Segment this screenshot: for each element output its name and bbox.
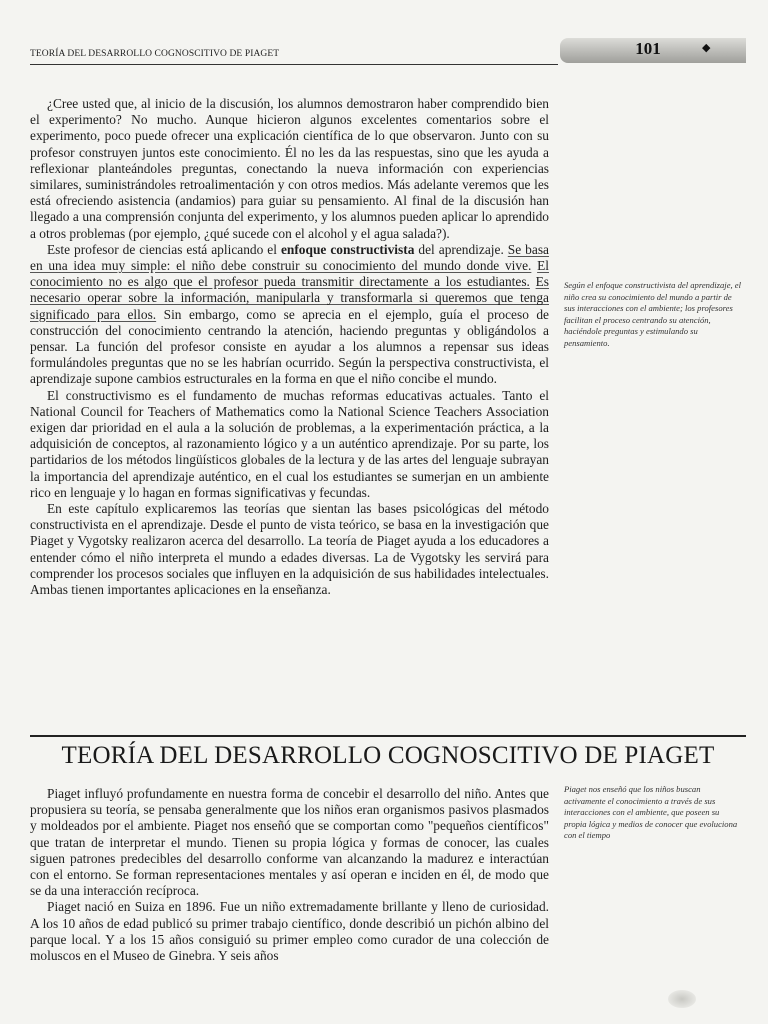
paragraph-4: En este capítulo explicaremos las teorías que sientan las bases psicológicas del método constructivista en el aprendizaje. Desde el punto de vista teórico, se basa en la investigación que Piaget y Vygotsky realizaron acerca del desarrollo. La teoría de Piaget ayuda a los educadores a entender cómo el niño interpreta el mundo a edades diversas. La de Vygotsky les servirá para comprender los procesos sociales que influyen en la adquisición de sus habilidades intelectuales. Ambas tienen importantes aplicaciones en la enseñanza.: [30, 501, 549, 598]
piaget-body-text: [30, 786, 549, 964]
underlined-sentence-2: El conocimiento no es algo que el profesor pueda transmitir directamente a los estudiantes.: [30, 258, 549, 290]
text-run: Sin embargo, como se aprecia en el ejemplo, guía el proceso de construcción del conocimiento centrando la atención, haciendo preguntas y obligándolos a pensar. La función del profesor consiste en ayudar a los alumnos a repensar sus ideas formulándoles preguntas que no se les habrían ocurrido. Según la perspectiva constructivista, el aprendizaje supone cambios estructurales en la forma en que el niño concibe el mundo.: [30, 306, 550, 387]
diamond-icon: ◆: [702, 42, 711, 54]
paragraph-2: [30, 242, 549, 388]
section-heading: TEORÍA DEL DESARROLLO COGNOSCITIVO DE PIAGET: [61, 742, 715, 769]
underlined-sentence-1: Se basa en una idea muy simple: el niño debe construir su conocimiento del mundo donde vive.: [30, 241, 549, 274]
paragraph-6: Piaget nació en Suiza en 1896. Fue un niño extremadamente brillante y lleno de curiosidad. A los 10 años de edad publicó su primer trabajo científico, donde describió un pichón albino del parque local. Y a los 15 años consiguió su primer empleo como curador de una colección de moluscos en el Museo de Ginebra. Y seis años: [30, 899, 549, 964]
text-run: del aprendizaje.: [414, 241, 508, 257]
paragraph-1: ¿Cree usted que, al inicio de la discusión, los alumnos demostraron haber comprendido bien el experimento? No mucho. Aunque hicieron algunos excelentes comentarios sobre el experimento, poco puede ofrecer una explicación científica de lo que observaron. Junto con su profesor construyen juntos este conocimiento. Él no les da las respuestas, sino que les ayuda a reflexionar planteándoles preguntas, conectando la nueva información con experiencias similares, suministrándoles retroalimentación y con otros medios. Más adelante veremos que les está ofreciendo asistencia (andamios) para guiar su pensamiento. Al final de la discusión han llegado a una comprensión conjunta del experimento, y los alumnos pueden aplicar lo aprendido a otros problemas (por ejemplo, ¿qué sucede con el alcohol y el agua salada?).: [30, 96, 549, 241]
paragraph-5: Piaget influyó profundamente en nuestra forma de concebir el desarrollo del niño. Antes que propusiera su teoría, se pensaba generalmente que los niños eran organismos pasivos plasmados y moldeados por el ambiente. Piaget nos enseñó que se comportan como "pequeños científicos" que tratan de interpretar el mundo. Tienen su propia lógica y formas de conocer, las cuales siguen patrones predecibles del desarrollo conforme van alcanzando la madurez e interactúan con el entorno. Se forman representaciones mentales y así operan e inciden en él, de modo que se da una interacción recíproca.: [30, 786, 549, 899]
paragraph-3: El constructivismo es el fundamento de muchas reformas educativas actuales. Tanto el National Council for Teachers of Mathematics como la National Science Teachers Association exigen dar prioridad en el aula a la solución de problemas, a la experimentación práctica, a la adquisición de conceptos, al razonamiento lógico y a un auténtico aprendizaje. Por su parte, los partidarios de los métodos lingüísticos globales de la lectura y de las artes del lenguaje subrayan la importancia del aprendizaje auténtico, en el cual los estudiantes se sumerjan en un ambiente rico en lenguaje y lo hagan en formas significativas y fecundas.: [30, 387, 549, 500]
section-rule: [30, 735, 746, 737]
margin-note-piaget: Piaget nos enseñó que los niños buscan activamente el conocimiento a través de sus interacciones con el ambiente, que poseen su propia lógica y medios de conocer que evoluciona con el tiempo: [564, 784, 738, 841]
scan-smudge: [668, 990, 696, 1008]
header-rule: [30, 64, 558, 65]
underlined-sentence-3: Es necesario operar sobre la información, manipularla y transformarla si queremos que tenga significado para ellos.: [30, 274, 549, 322]
page-number: 101: [635, 39, 661, 58]
running-header-title: TEORÍA DEL DESARROLLO COGNOSCITIVO DE PIAGET: [30, 49, 280, 59]
key-term: enfoque constructivista: [280, 241, 415, 257]
intro-body-text: [30, 96, 549, 598]
margin-note-constructivism: Según el enfoque constructivista del aprendizaje, el niño crea su conocimiento del mundo a partir de sus interacciones con el ambiente; los profesores facilitan el proceso centrando su atención, haciéndole preguntas y estimulando su pensamiento.: [564, 280, 742, 348]
text-run: Este profesor de ciencias está aplicando el: [47, 241, 281, 257]
